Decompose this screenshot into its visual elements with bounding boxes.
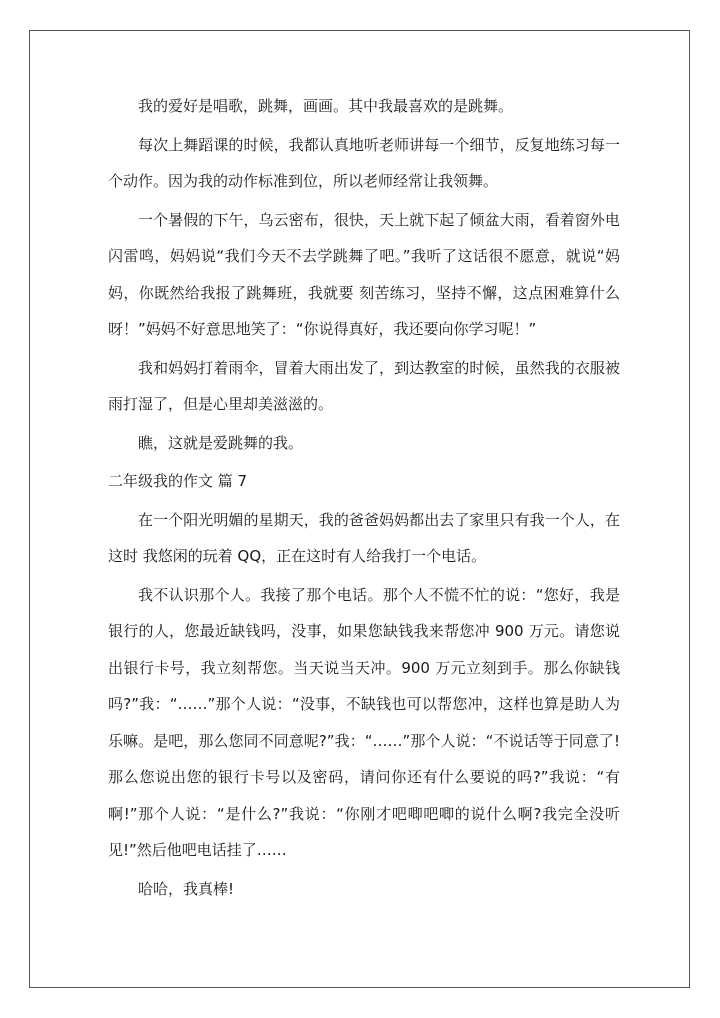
paragraph: 我不认识那个人。我接了那个电话。那个人不慌不忙的说：“您好，我是银行的人，您最近缺钱吗，没事，如果您缺钱我来帮您冲 900 万元。请您说出银行卡号，我立刻帮您。当天说当天冲。900 万元立刻到手。那么你缺钱吗?”我：“……”那个人说：“没事，不缺钱也可以帮您冲，这样也算是助人为乐嘛。是吧，那么您同不同意呢?”我：“……”那个人说：“不说话等于同意了!那么您说出您的银行卡号以及密码，请问你还有什么要说的吗?”我说：“有啊!”那个人说：“是什么?”我说：“你刚才吧唧吧唧的说什么啊?我完全没听见!”然后他吧电话挂了…… (108, 585, 620, 859)
section-title: 二年级我的作文 篇 7 (108, 472, 248, 490)
document-body (108, 88, 620, 909)
paragraph: 一个暑假的下午，乌云密布，很快，天上就下起了倾盆大雨，看着窗外电闪雷鸣，妈妈说“我们今天不去学跳舞了吧。”我听了这话很不愿意，就说“妈妈，你既然给我报了跳舞班，我就要 刻苦练习，坚持不懈，这点困难算什么呀！”妈妈不好意思地笑了：“你说得真好，我还要向你学习呢！” (108, 210, 620, 338)
paragraph: 我的爱好是唱歌，跳舞，画画。其中我最喜欢的是跳舞。 (138, 97, 514, 115)
paragraph: 每次上舞蹈课的时候，我都认真地听老师讲每一个细节，反复地练习每一个动作。因为我的动作标准到位，所以老师经常让我领舞。 (108, 135, 620, 190)
paragraph: 我和妈妈打着雨伞，冒着大雨出发了，到达教室的时候，虽然我的衣服被雨打湿了，但是心里却美滋滋的。 (108, 358, 620, 413)
paragraph: 瞧，这就是爱跳舞的我。 (138, 433, 304, 452)
paragraph: 哈哈，我真棒! (138, 879, 235, 898)
paragraph: 在一个阳光明媚的星期天，我的爸爸妈妈都出去了家里只有我一个人，在这时 我悠闲的玩着 QQ，正在这时有人给我打一个电话。 (108, 510, 620, 565)
